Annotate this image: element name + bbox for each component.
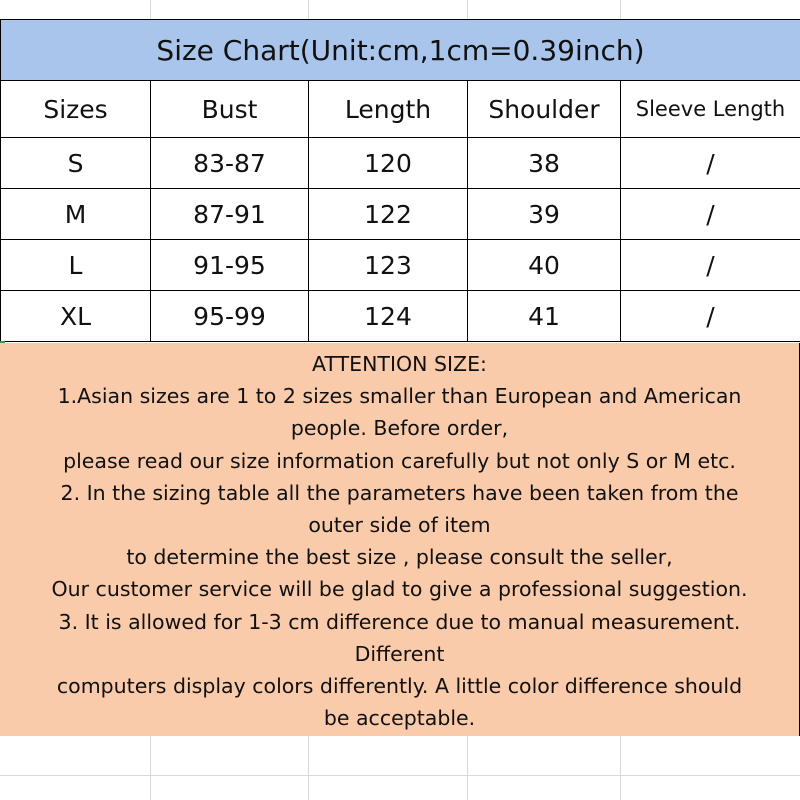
header-shoulder: Shoulder [468, 81, 621, 138]
table-row [1, 138, 800, 189]
length-cell: 123 [309, 240, 468, 291]
bust-cell: 91-95 [151, 240, 309, 291]
notice-line: be acceptable. [323, 706, 476, 731]
header-row [1, 81, 800, 138]
notice-line: people. Before order, [290, 416, 509, 441]
shoulder-cell: 40 [468, 240, 621, 291]
notice-line: Our customer service will be glad to give a professional suggestion. [51, 577, 748, 602]
gridline [308, 0, 309, 19]
size-chart-title: Size Chart(Unit:cm,1cm=0.39inch) [1, 20, 800, 81]
gridline [620, 0, 621, 19]
bust-cell: 95-99 [151, 291, 309, 342]
sleeve-length-cell: / [621, 240, 800, 291]
header-length: Length [309, 81, 468, 138]
notice-line: 2. In the sizing table all the parameters have been taken from the [60, 480, 739, 505]
notice-line: computers display colors differently. A little color difference should [56, 674, 743, 699]
notice-line: please read our size information carefully but not only S or M etc. [63, 448, 736, 473]
table-row [1, 240, 800, 291]
gridline [308, 736, 309, 800]
size-cell: XL [1, 291, 151, 342]
gridline [150, 736, 151, 800]
notice-line: outer side of item [308, 513, 491, 538]
gridline [150, 0, 151, 19]
notice-line: Different [354, 641, 445, 666]
header-bust: Bust [151, 81, 309, 138]
gridline [467, 736, 468, 800]
notice-line: 3. It is allowed for 1-3 cm difference due to manual measurement. [58, 609, 741, 634]
gridline [0, 775, 800, 776]
header-sleeve-length: Sleeve Length [621, 81, 800, 138]
length-cell: 122 [309, 189, 468, 240]
gridline [467, 0, 468, 19]
header-sizes: Sizes [1, 81, 151, 138]
notice-heading: ATTENTION SIZE: [312, 352, 487, 376]
sleeve-length-cell: / [621, 138, 800, 189]
size-cell: L [1, 240, 151, 291]
bust-cell: 87-91 [151, 189, 309, 240]
size-cell: M [1, 189, 151, 240]
shoulder-cell: 38 [468, 138, 621, 189]
sleeve-length-cell: / [621, 189, 800, 240]
sleeve-length-cell: / [621, 291, 800, 342]
size-chart-table [0, 19, 800, 342]
size-cell: S [1, 138, 151, 189]
shoulder-cell: 41 [468, 291, 621, 342]
length-cell: 120 [309, 138, 468, 189]
gridline [620, 736, 621, 800]
table-row [1, 189, 800, 240]
shoulder-cell: 39 [468, 189, 621, 240]
table-row [1, 291, 800, 342]
notice-line: to determine the best size , please consult the seller, [126, 545, 673, 570]
notice-line: 1.Asian sizes are 1 to 2 sizes smaller than European and American [57, 384, 742, 409]
length-cell: 124 [309, 291, 468, 342]
attention-notice [0, 343, 800, 736]
bust-cell: 83-87 [151, 138, 309, 189]
